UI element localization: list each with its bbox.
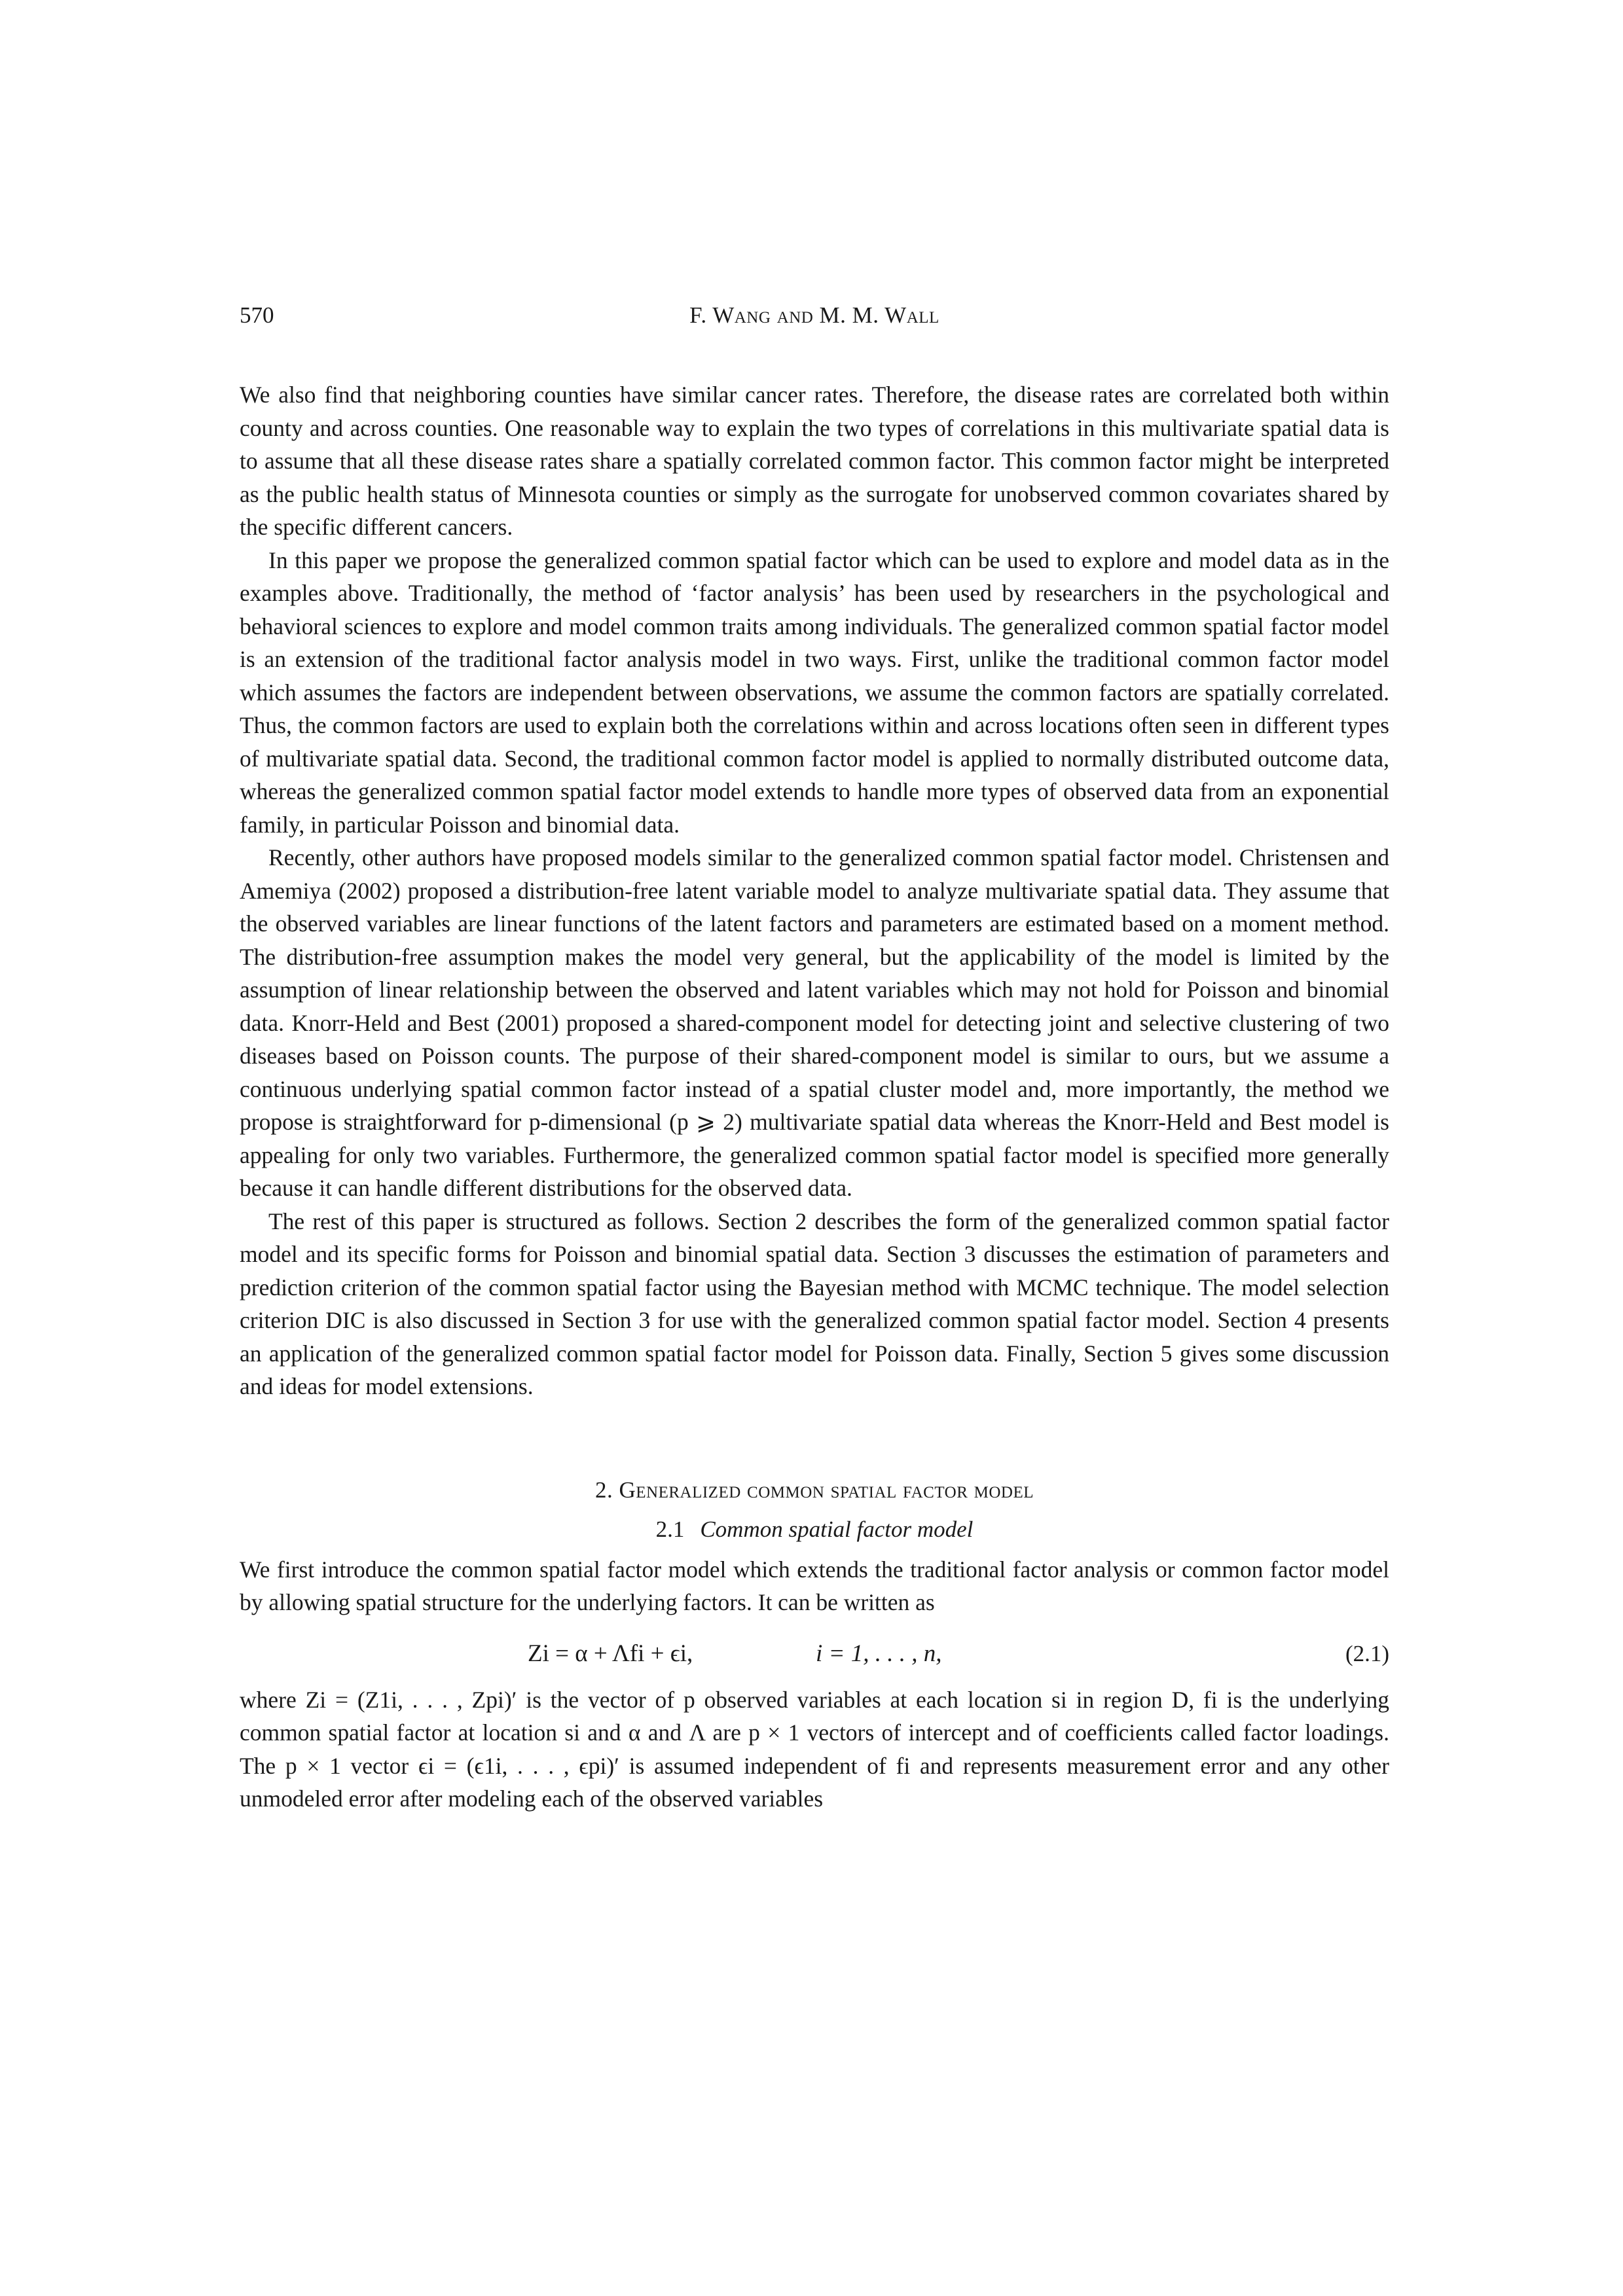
body-text [240, 378, 1389, 1816]
subsection-number: 2.1 [655, 1516, 685, 1542]
equation-body: Zi = α + Λfi + ϵi, [528, 1640, 693, 1667]
paragraph-model-intro: We first introduce the common spatial factor model which extends the traditional factor analysis or common factor model by allowing spatial structure for the underlying factors. It can be written as [240, 1556, 1389, 1615]
paragraph-structure: The rest of this paper is structured as follows. Section 2 describes the form of the generalized common spatial factor model and its specific forms for Poisson and binomial spatial data. Section 3 discusses the estimation of parameters and prediction criterion of the common spatial factor using the Bayesian method with MCMC technique. The model selection criterion DIC is also discussed in Section 3 for use with the generalized common spatial factor model. Section 4 presents an application of the generalized common spatial factor model for Poisson data. Finally, Section 5 gives some discussion and ideas for model extensions. [240, 1208, 1389, 1399]
subsection-heading [240, 1513, 1389, 1547]
running-head [240, 302, 1389, 335]
paragraph-proposal: In this paper we propose the generalized common spatial factor which can be used to explore and model data as in the examples above. Traditionally, the method of ‘factor analysis’ has been used by researchers in the psychological and behavioral sciences to explore and model common traits among individuals. The generalized common spatial factor model is an extension of the traditional factor analysis model in two ways. First, unlike the traditional common factor model which assumes the factors are independent between observations, we assume the common factors are spatially correlated. Thus, the common factors are used to explain both the correlations within and across locations often seen in different types of multivariate spatial data. Second, the traditional common factor model is applied to normally distributed outcome data, whereas the generalized common spatial factor model extends to handle more types of observed data from an exponential family, in particular Poisson and binomial data. [240, 547, 1389, 838]
equation-range: i = 1, . . . , n, [816, 1640, 942, 1667]
page-number: 570 [240, 302, 274, 328]
section-heading: 2. Generalized common spatial factor model [594, 1477, 1034, 1503]
paragraph-where: where Zi = (Z1i, . . . , Zpi)′ is the vector of p observed variables at each location si in region D, fi is the underlying common spatial factor at location si and α and Λ are p × 1 vectors of intercept and of coefficients called factor loadings. The p × 1 vector ϵi = (ϵ1i, . . . , ϵpi)′ is assumed independent of fi and represents measurement error and any other unmodeled error after modeling each of the observed variables [240, 1686, 1389, 1812]
subsection-title: Common spatial factor model [700, 1516, 974, 1542]
running-title: F. Wang and M. M. Wall [689, 302, 939, 328]
equation-2-1 [240, 1628, 1389, 1679]
paragraph-continuation: We also find that neighboring counties have similar cancer rates. Therefore, the disease rates are correlated both within county and across counties. One reasonable way to explain the two types of correlations in this multivariate spatial data is to assume that all these disease rates share a spatially correlated common factor. This common factor might be interpreted as the public health status of Minnesota counties or simply as the surrogate for unobserved common covariates shared by the specific different cancers. [240, 382, 1389, 540]
equation-number: (2.1) [1345, 1640, 1389, 1666]
paragraph-related-work: Recently, other authors have proposed models similar to the generalized common spatial factor model. Christensen and Amemiya (2002) proposed a distribution-free latent variable model to analyze multivariate spatial data. They assume that the observed variables are linear functions of the latent factors and parameters are estimated based on a moment method. The distribution-free assumption makes the model very general, but the applicability of the model is limited by the assumption of linear relationship between the observed and latent variables which may not hold for Poisson and binomial data. Knorr-Held and Best (2001) proposed a shared-component model for detecting joint and selective clustering of two diseases based on Poisson counts. The purpose of their shared-component model is similar to ours, but we assume a continuous underlying spatial common factor instead of a spatial cluster model and, more importantly, the method we propose is straightforward for p-dimensional (p ⩾ 2) multivariate spatial data whereas the Knorr-Held and Best model is appealing for only two variables. Furthermore, the generalized common spatial factor model is specified more generally because it can handle different distributions for the observed data. [240, 844, 1389, 1201]
